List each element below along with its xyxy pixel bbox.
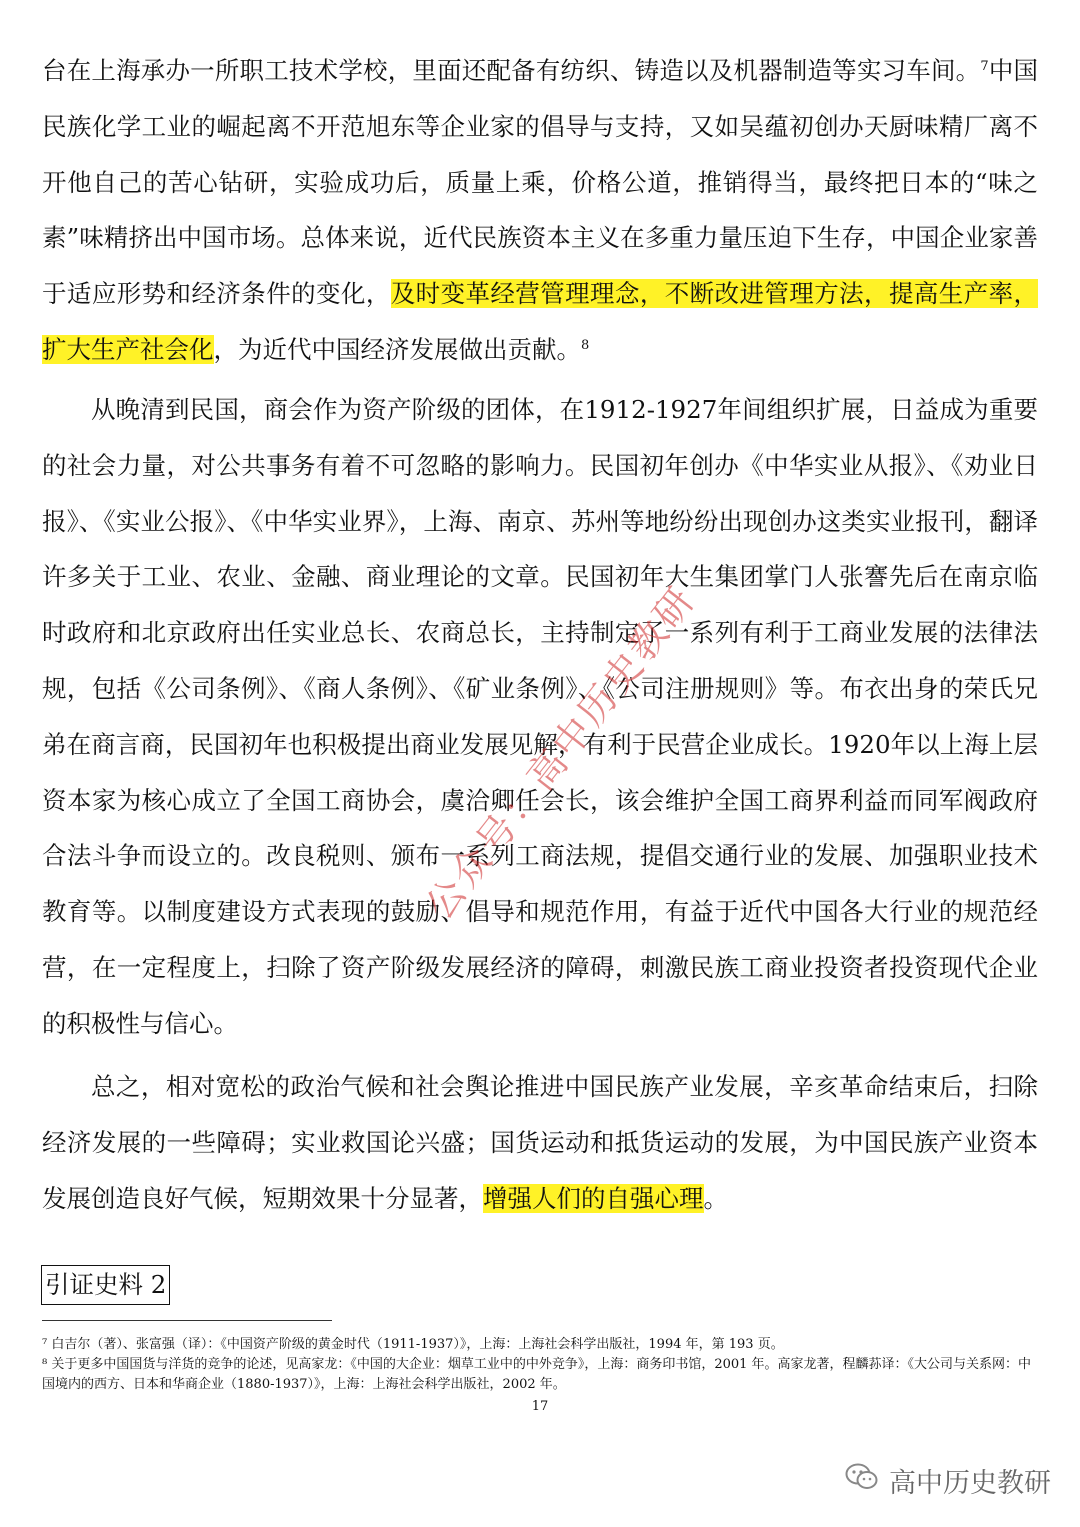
- paragraph-2: 从晚清到民国，商会作为资产阶级的团体，在1912-1927年间组织扩展，日益成为重要的社会力量，对公共事务有着不可忽略的影响力。民国初年创办《中华实业从报》、《劝业日报》、《实业公报》、《中华实业界》，上海、南京、苏州等地纷纷出现创办这类实业报刊，翻译许多关于工业、农业、金融、商业理论的文章。民国初年大生集团掌门人张謇先后在南京临时政府和北京政府出任实业总长、农商总长，主持制定了一系列有利于工商业发展的法律法规，包括《公司条例》、《商人条例》、《矿业条例》、《公司注册规则》等。布衣出身的荣氏兄弟在商言商，民国初年也积极提出商业发展见解，有利于民营企业成长。1920年以上海上层资本家为核心成立了全国工商协会，虞洽卿任会长，该会维护全国工商界利益而同军阀政府合法斗争而设立的。改良税则、颁布一系列工商法规，提倡交通行业的发展、加强职业技术教育等。以制度建设方式表现的鼓励、倡导和规范作用，有益于近代中国各大行业的规范经营，在一定程度上，扫除了资产阶级发展经济的障碍，刺激民族工商业投资者投资现代企业的积极性与信心。: [42, 395, 1038, 1038]
- paragraph-3-text-a: 总之，相对宽松的政治气候和社会舆论推进中国民族产业发展，辛亥革命结束后，扫除经济发展的一些障碍；实业救国论兴盛；国货运动和抵货运动的发展，为中国民族产业资本发展创造良好气候，短期效果十分显著，: [42, 1072, 1038, 1213]
- paragraph-3: [42, 1059, 1038, 1226]
- footnote-8: ⁸ 关于更多中国国货与洋货的竞争的论述，见高家龙：《中国的大企业：烟草工业中的中外竞争》，上海：商务印书馆，2001 年。高家龙著，程麟荪译：《大公司与关系网：中国境内的西方、日本和华商企业（1880-1937）》，上海：上海社会科学出版社，2002 年。: [42, 1357, 1032, 1392]
- highlighted-text: 增强人们的自强心理: [483, 1183, 704, 1213]
- wechat-icon: [845, 1462, 879, 1499]
- paragraph-1-text-b: 中国民族化学工业的崛起离不开范旭东等企业家的倡导与支持，又如吴蕴初创办天厨味精厂离不开他自己的苦心钻研，实验成功后，质量上乘，价格公道，推销得当，最终把日本的“味之素”味精挤出中国市场。总体来说，近代民族资本主义在多重力量压迫下生存，中国企业家善于适应形势和经济条件的变化，: [42, 56, 1039, 309]
- brand-footer[interactable]: [845, 1457, 1051, 1503]
- paragraph-3-text-c: 。: [703, 1183, 728, 1213]
- section-label: 引证史料 2: [41, 1265, 170, 1305]
- page-number: 17: [531, 1399, 549, 1414]
- footnote-divider: [42, 1320, 332, 1321]
- paragraph-1-text-a: 台在上海承办一所职工技术学校，里面还配备有纺织、铸造以及机器制造等实习车间。: [42, 56, 981, 85]
- brand-label: 高中历史教研: [889, 1467, 1051, 1499]
- watermark-stamp: 公众号：高中历史教研: [417, 577, 705, 928]
- footnote-ref-7[interactable]: 7: [980, 58, 989, 74]
- highlighted-text: 及时变革经营管理理念，不断改进管理方法，提高生产率，扩大生产社会化: [42, 279, 1039, 364]
- footnote-ref-8[interactable]: 8: [581, 337, 590, 353]
- paragraph-1: [42, 43, 1038, 378]
- footnote-7: ⁷ 白吉尔（著）、张富强（译）：《中国资产阶级的黄金时代（1911-1937）》，上海：上海社会科学出版社，1994 年，第 193 页。: [42, 1337, 784, 1352]
- paragraph-1-text-c: ，为近代中国经济发展做出贡献。: [213, 334, 581, 364]
